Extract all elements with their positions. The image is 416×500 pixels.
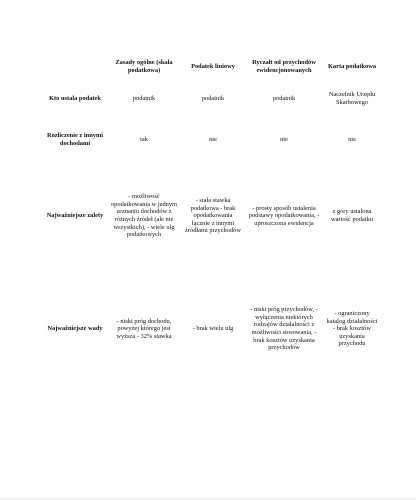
- table-cell: - niski próg przychodów, - wyłączenia niektórych rodzajów działalności z możliwości stosowania, - brak kosztów uzyskania przychodów: [250, 306, 318, 352]
- table-cell: - stała stawka podatkowa - brak opodatkowania łącznie z innymi źródłami przychodów: [185, 197, 241, 235]
- header-zasady-ogolne: Zasady ogólne (skala podatkowa): [115, 59, 173, 74]
- row-label: Najważniejsze zalety: [46, 212, 104, 220]
- header-corner: [44, 50, 106, 84]
- table-cell: podatnik: [201, 95, 225, 103]
- table-row: [44, 114, 380, 166]
- table-cell: podatnik: [272, 95, 296, 103]
- table-row: [44, 266, 380, 392]
- table-cell: tak: [140, 136, 148, 144]
- table-cell: nie: [280, 136, 288, 144]
- tax-comparison-table: [44, 50, 380, 392]
- table-row: [44, 84, 380, 114]
- row-label: Rozliczenie z innymi dochodami: [46, 132, 104, 147]
- table-cell: podatnik: [132, 95, 156, 103]
- table-cell: - niski próg dochodu, powyżej którego jest wyższa - 32% stawka: [116, 317, 172, 340]
- table-cell: - możliwość opodatkowania w jednym zeznaniu dochodów z różnych źródeł (ale nie wszystkich), - wiele ulg podatkowych: [110, 193, 178, 239]
- table-header-row: [44, 50, 380, 84]
- table-cell: nie: [348, 136, 356, 144]
- table-cell: Naczelnik Urzędu Skarbowego: [328, 91, 376, 106]
- header-podatek-liniowy: Podatek liniowy: [191, 63, 235, 71]
- table-cell: - brak wielu ulg: [192, 325, 234, 333]
- table-cell: z góry ustalona wartość podatku: [330, 208, 374, 223]
- table-cell: - prosty sposób ustalenia podstawy opodatkowania, - uproszczona ewidencja: [248, 204, 320, 227]
- header-ryczalt: Ryczałt od przychodów ewidencjonowanych: [252, 59, 316, 74]
- table-cell: - ograniczony katalog działalności - brak kosztów uzyskania przychodu: [326, 310, 378, 348]
- header-karta-podatkowa: Karta podatkowa: [327, 63, 377, 71]
- row-label: Kto ustala podatek: [49, 95, 101, 103]
- table-cell: nie: [209, 136, 217, 144]
- row-label: Najważniejsze wady: [47, 325, 103, 333]
- table-row: [44, 166, 380, 266]
